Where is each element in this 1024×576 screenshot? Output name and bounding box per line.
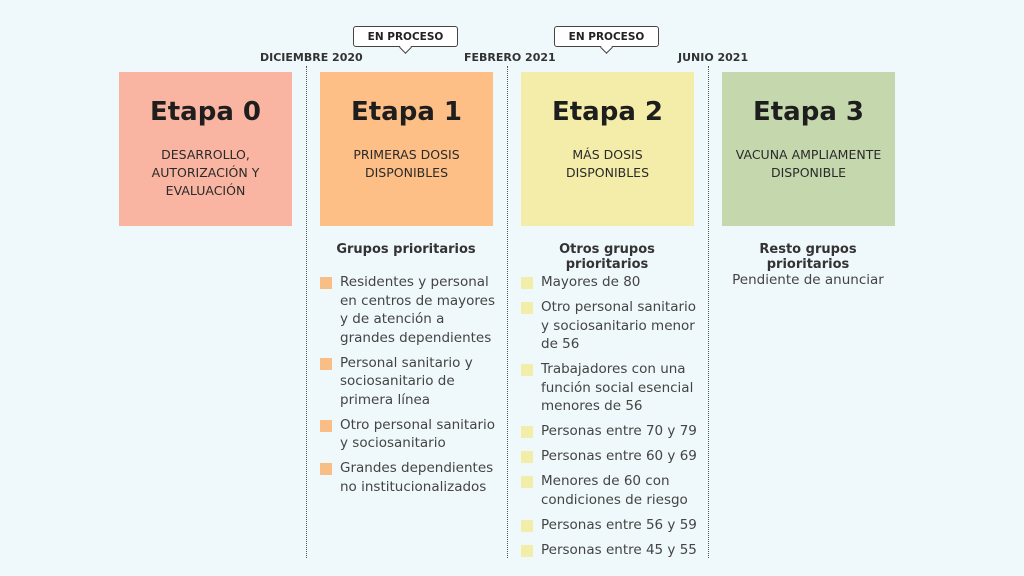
yellow-square-icon [521, 364, 533, 376]
col2-heading: Otros grupos prioritarios [559, 242, 655, 272]
status-badge-etapa-1: EN PROCESO [353, 26, 458, 47]
list-item-text: Grandes dependientes no institucionalizados [340, 460, 494, 495]
col1-heading: Grupos prioritarios [336, 242, 476, 257]
yellow-square-icon [521, 476, 533, 488]
list-item [320, 416, 500, 453]
stage-box-1 [320, 72, 493, 226]
list-item-text: Otro personal sanitario y sociosanitario menor de 56 [541, 299, 697, 352]
list-item-text: Personas entre 56 y 59 [541, 516, 697, 533]
stage-box-0 [119, 72, 292, 226]
date-febrero-2021: FEBRERO 2021 [464, 51, 556, 64]
yellow-square-icon [521, 277, 533, 289]
col3-note: Pendiente de anunciar [732, 272, 884, 288]
timeline-divider-3 [708, 66, 709, 558]
yellow-square-icon [521, 545, 533, 557]
yellow-square-icon [521, 302, 533, 314]
list-item [521, 516, 701, 535]
stage-box-2 [521, 72, 694, 226]
orange-square-icon [320, 420, 332, 432]
list-item-text: Residentes y personal en centros de mayores y de atención a grandes dependientes [340, 274, 495, 346]
stage-description: PRIMERAS DOSIS DISPONIBLES [353, 147, 460, 180]
list-item-text: Personal sanitario y sociosanitario de primera línea [340, 354, 473, 408]
col3-heading: Resto grupos prioritarios [759, 242, 857, 272]
date-diciembre-2020: DICIEMBRE 2020 [260, 51, 363, 64]
yellow-square-icon [521, 451, 533, 463]
orange-square-icon [320, 463, 332, 475]
timeline-divider-2 [507, 66, 508, 558]
stage-title: Etapa 0 [149, 97, 262, 127]
stage-title: Etapa 2 [551, 97, 664, 127]
timeline-divider-1 [306, 66, 307, 558]
list-item [320, 459, 500, 496]
col2-list [521, 273, 701, 566]
date-junio-2021: JUNIO 2021 [678, 51, 749, 64]
stage-title: Etapa 3 [752, 97, 865, 127]
list-item [521, 472, 701, 509]
orange-square-icon [320, 358, 332, 370]
list-item [521, 273, 701, 292]
list-item [320, 354, 500, 410]
stage-title: Etapa 1 [350, 97, 463, 127]
list-item-text: Trabajadores con una función social esencial menores de 56 [541, 361, 694, 414]
list-item [521, 447, 701, 466]
list-item-text: Menores de 60 con condiciones de riesgo [541, 473, 688, 508]
list-item [521, 422, 701, 441]
col1-list [320, 273, 500, 503]
yellow-square-icon [521, 426, 533, 438]
list-item [521, 541, 701, 560]
stage-box-3 [722, 72, 895, 226]
yellow-square-icon [521, 520, 533, 532]
status-badge-etapa-2: EN PROCESO [554, 26, 659, 47]
list-item [521, 360, 701, 416]
stage-description: MÁS DOSIS DISPONIBLES [565, 147, 650, 180]
list-item-text: Personas entre 70 y 79 [541, 423, 697, 439]
list-item-text: Personas entre 45 y 55 [541, 541, 697, 558]
stage-description: VACUNA AMPLIAMENTE DISPONIBLE [735, 147, 882, 180]
list-item [521, 298, 701, 354]
orange-square-icon [320, 277, 332, 289]
list-item-text: Personas entre 60 y 69 [541, 448, 697, 464]
stage-description: DESARROLLO, AUTORIZACIÓN Y EVALUACIÓN [151, 147, 260, 198]
list-item-text: Otro personal sanitario y sociosanitario [340, 416, 496, 451]
list-item-text: Mayores de 80 [541, 274, 641, 290]
list-item [320, 273, 500, 347]
